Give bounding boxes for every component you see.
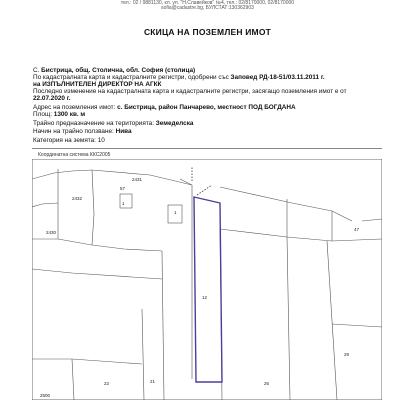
location-value: Бистрица, общ. Столична, обл. София (столица) bbox=[41, 67, 196, 74]
location-line: С. Бистрица, общ. Столична, обл. София (столица) bbox=[33, 67, 196, 74]
parcel-number: 2431 bbox=[132, 177, 143, 182]
parcel-number: 12 bbox=[202, 295, 208, 300]
parcel-number: 1 bbox=[174, 210, 177, 215]
parcel-number: 22 bbox=[104, 381, 110, 386]
last-change-date: 22.07.2020 г. bbox=[33, 95, 71, 102]
category-line: Категория на земята: 10 bbox=[33, 137, 105, 144]
parcel-number: 2430 bbox=[46, 230, 57, 235]
approval-order: Заповед РД-18-51/03.11.2011 г. bbox=[230, 74, 325, 81]
address-line: Адрес на поземления имот: с. Бистрица, район Панчарево, местност ПОД БОГДАНА bbox=[33, 104, 296, 111]
usage-line: Начин на трайно ползване: Нива bbox=[33, 128, 132, 135]
territory-line: Трайно предназначение на територията: Земеделска bbox=[33, 120, 194, 127]
parcel-number: 47 bbox=[354, 227, 360, 232]
coordinate-system-label: Координатна система ККС2005 bbox=[38, 152, 111, 158]
section-divider bbox=[32, 148, 382, 149]
parcel-number: 57 bbox=[120, 186, 126, 191]
parcel-number: 1 bbox=[122, 201, 125, 206]
parcel-number: 21 bbox=[150, 379, 156, 384]
office-email-line: sofia@cadastre.bg, БУЛСТАТ:130362903 bbox=[161, 5, 254, 11]
parcel-number: 2500 bbox=[40, 393, 51, 398]
address-value: с. Бистрица, район Панчарево, местност ПОД БОГДАНА bbox=[117, 104, 296, 111]
cadastral-map bbox=[32, 159, 382, 400]
parcel-number: 26 bbox=[264, 381, 270, 386]
parcel-number: 2432 bbox=[72, 196, 83, 201]
approval-line: По кадастралната карта и кадастралните регистри, одобрени със Заповед РД-18-51/03.11.2011 г. bbox=[33, 74, 325, 81]
office-contact-line: тел.: 02 / 9881130, кл. ул. "Н.Славейков" №4, тел.: 02/8170000, 02/8170000 bbox=[120, 0, 295, 6]
parcel-number: 29 bbox=[344, 352, 350, 357]
usage-value: Нива bbox=[115, 128, 132, 135]
area-value: 1300 кв. м bbox=[53, 111, 86, 118]
approval-authority: на ИЗПЪЛНИТЕЛЕН ДИРЕКТОР НА АГКК bbox=[33, 81, 162, 88]
last-change-line: Последно изменение на кадастралната карта и кадастралните регистри, засягащо поземления имот е от bbox=[33, 88, 347, 95]
category-value: 10 bbox=[97, 137, 105, 144]
territory-value: Земеделска bbox=[155, 120, 194, 127]
area-line: Площ: 1300 кв. м bbox=[33, 111, 86, 118]
document-title: СКИЦА НА ПОЗЕМЛЕН ИМОТ bbox=[143, 27, 272, 37]
